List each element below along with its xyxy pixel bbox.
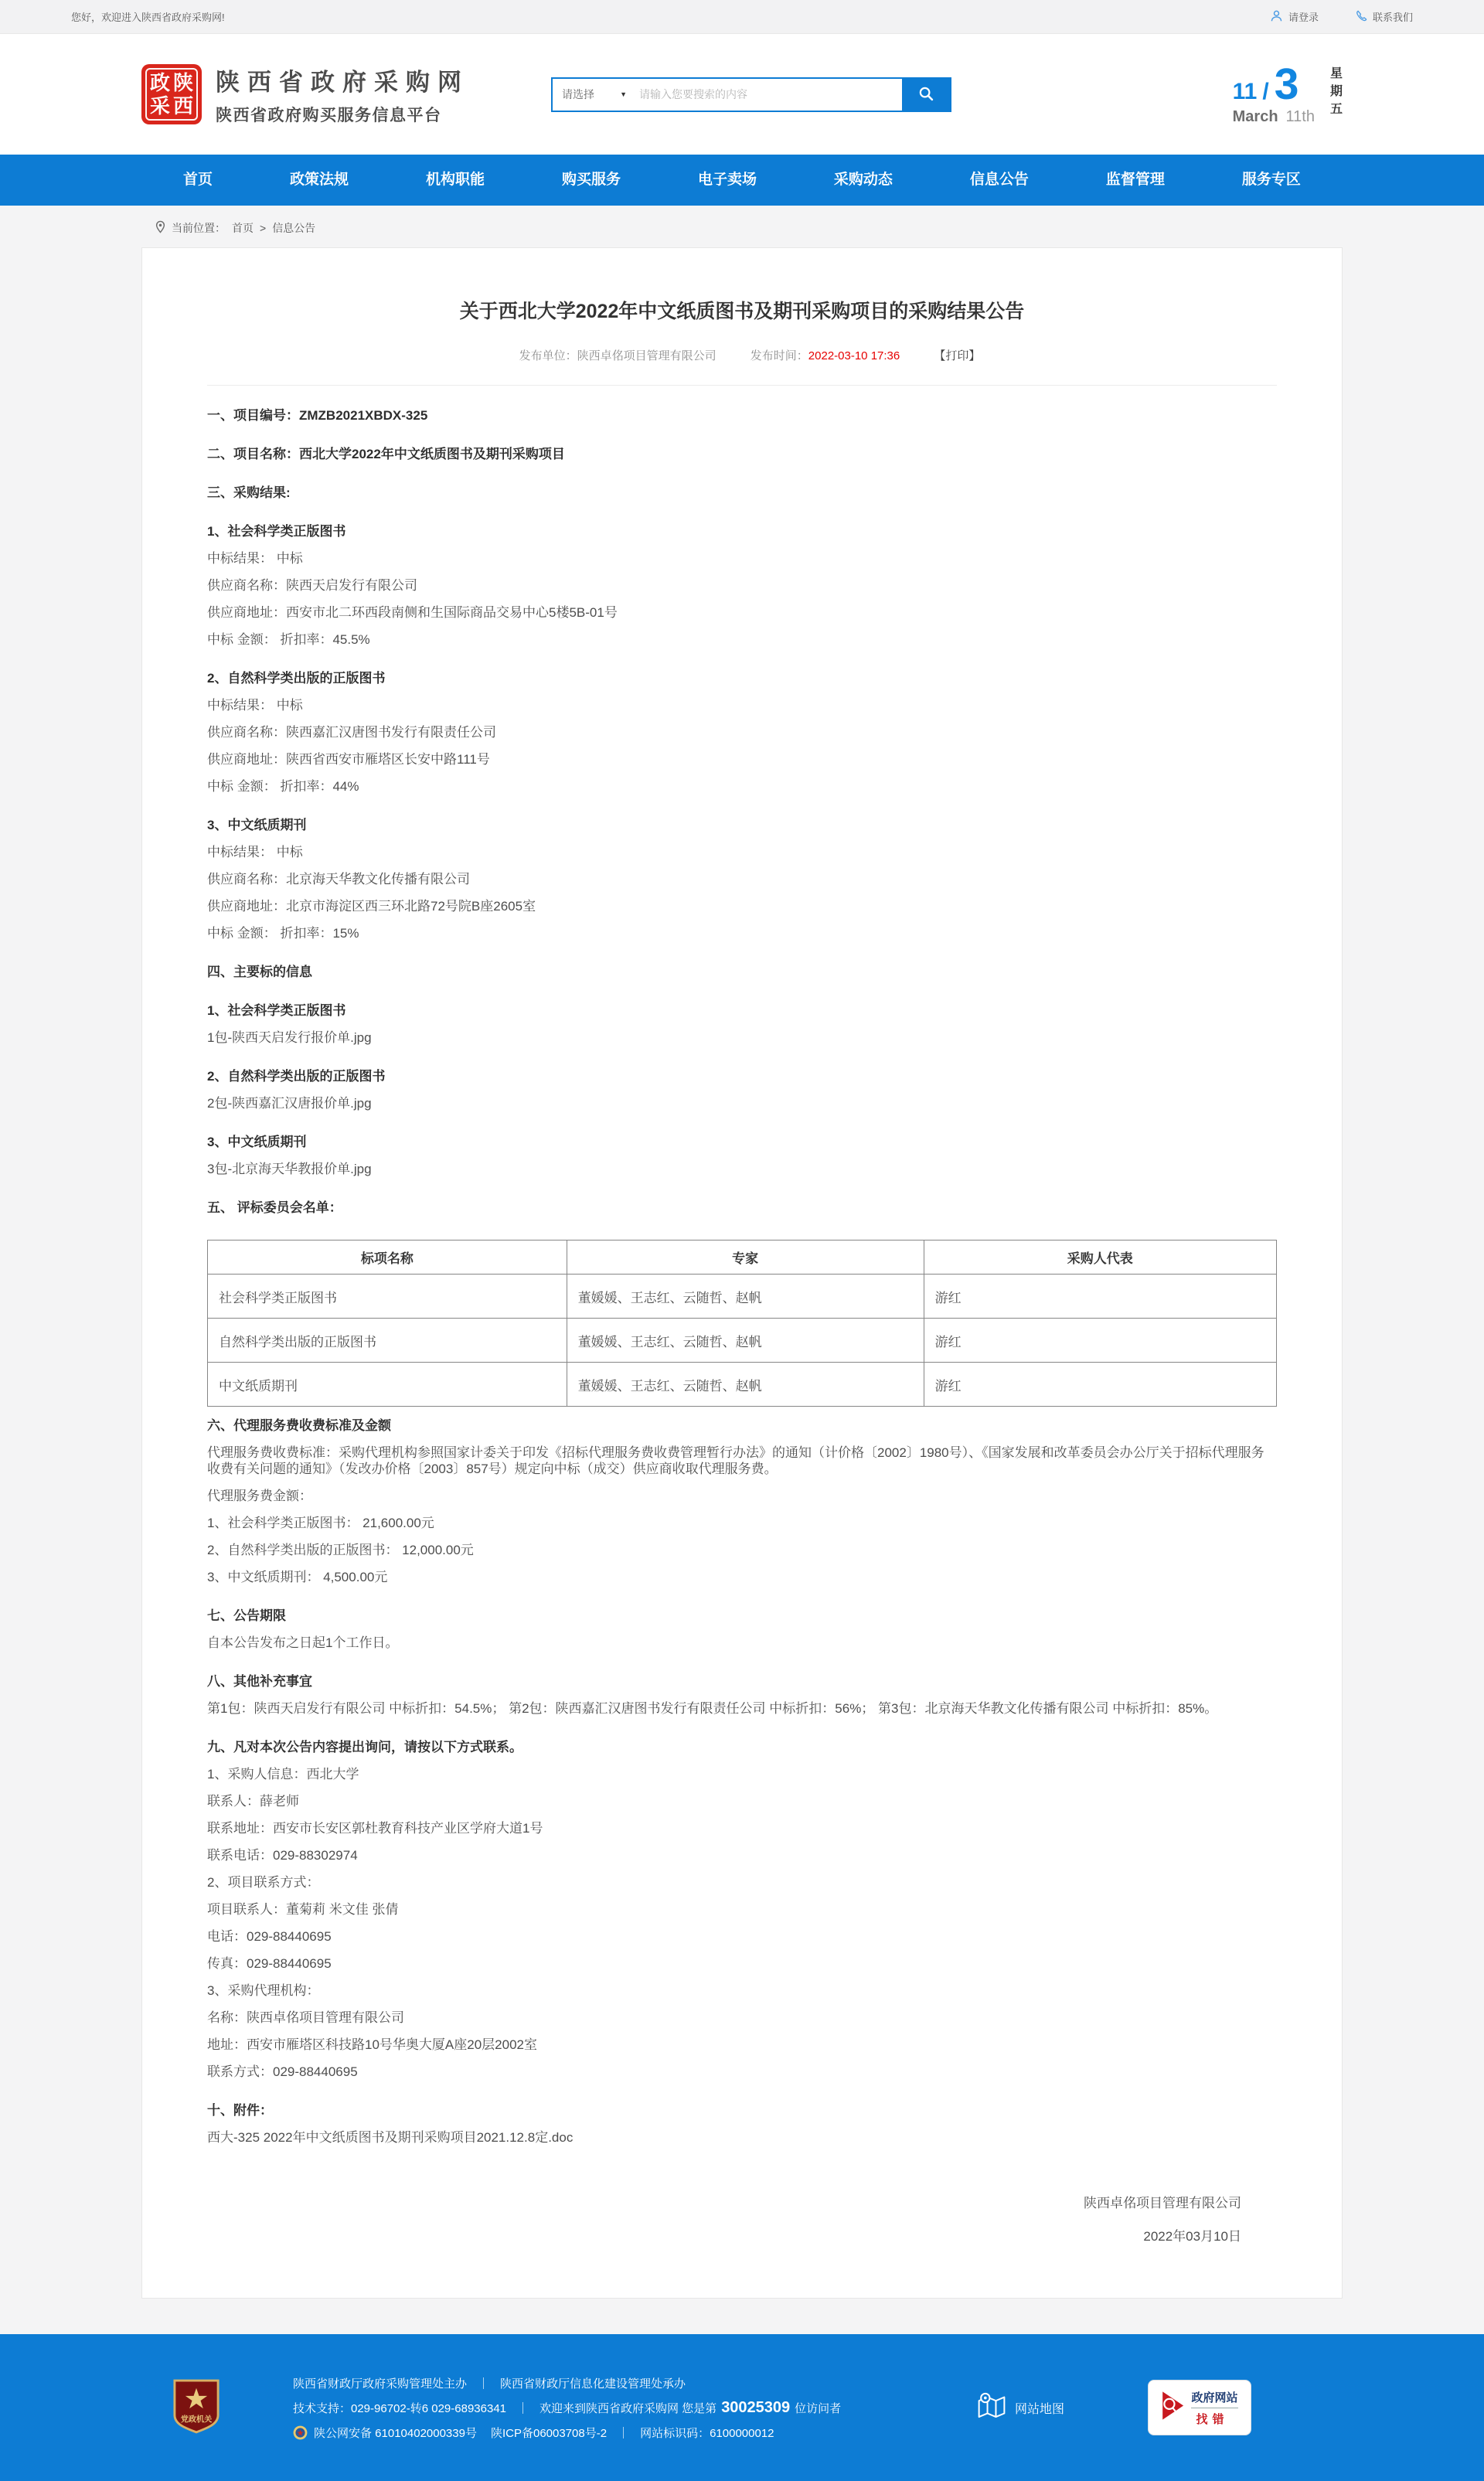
logo-seal-char: 西 bbox=[172, 94, 193, 117]
article-heading: 1、社会科学类正版图书 bbox=[207, 524, 346, 539]
logo-seal-char: 政 bbox=[149, 70, 170, 94]
article-paragraph: 供应商名称：北京海天华教文化传播有限公司 bbox=[207, 872, 470, 887]
article-paragraph: 代理服务费金额： bbox=[207, 1489, 312, 1503]
article-paragraph: 联系电话：029-88302974 bbox=[207, 1848, 358, 1863]
attachment-link[interactable]: 2包-陕西嘉汇汉唐报价单.jpg bbox=[207, 1096, 372, 1111]
article-paragraph: 1、社会科学类正版图书： 21,600.00元 bbox=[207, 1516, 434, 1530]
nav-item-4[interactable]: 购买服务 bbox=[561, 172, 621, 188]
article-heading: 四、主要标的信息 bbox=[207, 965, 312, 979]
site-logo[interactable] bbox=[141, 63, 469, 126]
article-paragraph: 自本公告发布之日起1个工作日。 bbox=[207, 1635, 399, 1650]
footer-line-2: 技术支持：029-96702-转6 029-68936341 ｜ 欢迎来到陕西省政府采购网 您是第 30025309 位访问者 bbox=[293, 2398, 842, 2416]
article-body-part1 bbox=[207, 400, 1277, 1221]
attachment-link[interactable]: 1包-陕西天启发行报价单.jpg bbox=[207, 1030, 372, 1045]
login-link[interactable] bbox=[1270, 9, 1319, 25]
date-words: March 11th bbox=[1232, 107, 1315, 125]
article-heading: 2、自然科学类出版的正版图书 bbox=[207, 671, 386, 686]
announcement-card bbox=[141, 247, 1343, 2299]
table-cell: 自然科学类出版的正版图书 bbox=[208, 1319, 567, 1363]
article-paragraph: 中标结果： 中标 bbox=[207, 698, 303, 713]
nav-item-8[interactable]: 监督管理 bbox=[1105, 172, 1165, 188]
article-paragraph: 1、采购人信息：西北大学 bbox=[207, 1767, 359, 1782]
article-paragraph: 项目联系人：董菊莉 米文佳 张倩 bbox=[207, 1902, 399, 1917]
divider bbox=[207, 385, 1277, 386]
user-icon bbox=[1270, 9, 1283, 25]
table-header-cell: 采购人代表 bbox=[924, 1240, 1276, 1275]
site-footer bbox=[0, 2334, 1484, 2481]
sitemap-map-icon bbox=[976, 2391, 1007, 2424]
table-header-row bbox=[208, 1240, 1277, 1275]
article-heading: 1、社会科学类正版图书 bbox=[207, 1003, 346, 1018]
article-paragraph: 2、自然科学类出版的正版图书： 12,000.00元 bbox=[207, 1543, 474, 1557]
article-paragraph: 联系地址：西安市长安区郭杜教育科技产业区学府大道1号 bbox=[207, 1821, 543, 1836]
breadcrumb-home[interactable]: 首页 bbox=[232, 222, 254, 234]
article-heading: 五、 评标委员会名单： bbox=[207, 1200, 342, 1215]
article-paragraph: 中标结果： 中标 bbox=[207, 551, 303, 566]
breadcrumb-current[interactable]: 信息公告 bbox=[272, 222, 316, 234]
article-paragraph: 地址：西安市雁塔区科技路10号华奥大厦A座20层2002室 bbox=[207, 2037, 537, 2052]
table-cell: 董媛媛、王志红、云随哲、赵帆 bbox=[567, 1319, 924, 1363]
visitor-count: 30025309 bbox=[721, 2398, 791, 2416]
footer-line-3: 陕公网安备 61010402000339号 陕ICP备06003708号-2 ｜ 网站标识码：6100000012 bbox=[293, 2421, 841, 2445]
topbar bbox=[0, 0, 1484, 34]
article-paragraph: 2、项目联系方式： bbox=[207, 1875, 320, 1890]
chevron-down-icon: ▼ bbox=[620, 90, 627, 98]
logo-seal-icon bbox=[141, 64, 202, 124]
site-header bbox=[0, 34, 1484, 155]
article-paragraph: 联系人：薛老师 bbox=[207, 1794, 299, 1809]
article-paragraph: 代理服务费收费标准：采购代理机构参照国家计委关于印发《招标代理服务费收费管理暂行办法》的通知（计价格〔2002〕1980号）、《国家发展和改革委员会办公厅关于招标代理服务收费有关问题的通知》（发改办价格〔2003〕857号）规定向中标（成交）供应商收取代理服务费。 bbox=[207, 1445, 1264, 1476]
article-paragraph: 供应商地址：西安市北二环西段南侧和生国际商品交易中心5楼5B-01号 bbox=[207, 605, 618, 620]
article-paragraph: 供应商地址：陕西省西安市雁塔区长安中路111号 bbox=[207, 752, 490, 767]
article-paragraph: 供应商地址：北京市海淀区西三环北路72号院B座2605室 bbox=[207, 899, 536, 914]
article-paragraph: 供应商名称：陕西嘉汇汉唐图书发行有限责任公司 bbox=[207, 725, 496, 740]
publisher-label: 发布单位： bbox=[519, 349, 577, 362]
footer-line-1: 陕西省财政厅政府采购管理处主办 ｜ 陕西省财政厅信息化建设管理处承办 bbox=[293, 2377, 686, 2391]
signature-block bbox=[207, 2185, 1277, 2251]
welcome-text: 您好，欢迎进入陕西省政府采购网! bbox=[71, 12, 225, 23]
signature-date: 2022年03月10日 bbox=[1143, 2229, 1241, 2244]
table-cell: 董媛媛、王志红、云随哲、赵帆 bbox=[567, 1275, 924, 1319]
contact-link[interactable] bbox=[1354, 9, 1413, 25]
article-paragraph: 中标 金额： 折扣率：44% bbox=[207, 779, 359, 794]
nav-item-3[interactable]: 机构职能 bbox=[425, 172, 485, 188]
site-title: 陕西省政府采购网 bbox=[216, 69, 469, 96]
article-heading: 3、中文纸质期刊 bbox=[207, 818, 307, 832]
beian-link[interactable]: 陕公网安备 61010402000339号 bbox=[314, 2426, 477, 2440]
article-body-part2 bbox=[207, 1410, 1277, 2151]
article-heading: 一、项目编号：ZMZB2021XBDX-325 bbox=[207, 408, 428, 423]
publish-time-label: 发布时间： bbox=[750, 349, 808, 362]
article-paragraph: 中标结果： 中标 bbox=[207, 845, 303, 859]
attachment-link[interactable]: 西大-325 2022年中文纸质图书及期刊采购项目2021.12.8定.doc bbox=[207, 2130, 574, 2145]
article-heading: 三、采购结果: bbox=[207, 485, 291, 500]
table-row bbox=[208, 1363, 1277, 1407]
date-month: 3 bbox=[1274, 59, 1299, 109]
nav-item-5[interactable]: 电子卖场 bbox=[697, 172, 757, 188]
article-paragraph: 3、采购代理机构： bbox=[207, 1983, 320, 1998]
search-category-select[interactable] bbox=[553, 87, 635, 102]
site-code: 网站标识码：6100000012 bbox=[640, 2426, 774, 2440]
logo-seal-char: 采 bbox=[149, 94, 170, 117]
date-widget: 11 / 3 March 11th 星 期 五 bbox=[1232, 59, 1343, 125]
publisher-value: 陕西卓佲项目管理有限公司 bbox=[577, 349, 716, 362]
table-cell: 中文纸质期刊 bbox=[208, 1363, 567, 1407]
attachment-link[interactable]: 3包-北京海天华教报价单.jpg bbox=[207, 1162, 372, 1176]
article-heading: 3、中文纸质期刊 bbox=[207, 1135, 307, 1149]
article-paragraph: 传真：029-88440695 bbox=[207, 1956, 332, 1971]
table-cell: 董媛媛、王志红、云随哲、赵帆 bbox=[567, 1363, 924, 1407]
table-row bbox=[208, 1275, 1277, 1319]
article-paragraph: 联系方式：029-88440695 bbox=[207, 2064, 358, 2079]
party-government-shield-icon bbox=[172, 2378, 220, 2438]
logo-seal-char: 陕 bbox=[172, 70, 193, 94]
svg-text:党政机关: 党政机关 bbox=[180, 2415, 213, 2424]
weekday-label: 星 期 五 bbox=[1329, 66, 1343, 116]
breadcrumb bbox=[141, 206, 1343, 247]
article-heading: 八、其他补充事宜 bbox=[207, 1674, 312, 1689]
article-heading: 二、项目名称：西北大学2022年中文纸质图书及期刊采购项目 bbox=[207, 447, 565, 461]
search-input[interactable] bbox=[635, 79, 902, 111]
nav-item-6[interactable]: 采购动态 bbox=[833, 172, 893, 188]
phone-icon bbox=[1354, 9, 1367, 25]
search-bar bbox=[551, 77, 951, 112]
error-report-magnifier-icon bbox=[1161, 2387, 1186, 2428]
article-paragraph: 名称：陕西卓佲项目管理有限公司 bbox=[207, 2010, 404, 2025]
date-day: 11 bbox=[1232, 78, 1258, 104]
signature-company: 陕西卓佲项目管理有限公司 bbox=[1084, 2196, 1241, 2210]
article-paragraph: 中标 金额： 折扣率：15% bbox=[207, 926, 359, 941]
page-title: 关于西北大学2022年中文纸质图书及期刊采购项目的采购结果公告 bbox=[459, 301, 1025, 322]
nav-item-2[interactable]: 政策法规 bbox=[289, 172, 349, 188]
article-heading: 九、凡对本次公告内容提出询问，请按以下方式联系。 bbox=[207, 1740, 522, 1754]
police-badge-icon bbox=[293, 2425, 308, 2440]
table-cell: 游红 bbox=[924, 1275, 1276, 1319]
search-category-value: 请选择 bbox=[562, 88, 594, 100]
search-button[interactable] bbox=[902, 79, 950, 111]
publish-time-value: 2022-03-10 17:36 bbox=[808, 349, 900, 362]
article-heading: 六、代理服务费收费标准及金额 bbox=[207, 1418, 391, 1433]
table-cell: 社会科学类正版图书 bbox=[208, 1275, 567, 1319]
article-paragraph: 3、中文纸质期刊： 4,500.00元 bbox=[207, 1570, 388, 1584]
sitemap-link[interactable] bbox=[976, 2391, 1064, 2424]
icp-link[interactable]: 陕ICP备06003708号-2 bbox=[490, 2426, 608, 2440]
article-paragraph: 中标 金额： 折扣率：45.5% bbox=[207, 632, 370, 647]
gov-website-error-report-badge[interactable]: 政府网站 找错 bbox=[1148, 2380, 1251, 2435]
table-row bbox=[208, 1319, 1277, 1363]
breadcrumb-separator: > bbox=[260, 222, 267, 234]
evaluation-committee-table bbox=[207, 1240, 1277, 1407]
article-paragraph: 供应商名称：陕西天启发行有限公司 bbox=[207, 578, 417, 593]
table-header-cell: 专家 bbox=[567, 1240, 924, 1275]
print-button[interactable]: 【打印】 bbox=[934, 349, 981, 362]
breadcrumb-label: 当前位置： bbox=[172, 222, 226, 234]
article-heading: 十、附件： bbox=[207, 2103, 273, 2118]
article-paragraph: 第1包：陕西天启发行有限公司 中标折扣：54.5%； 第2包：陕西嘉汇汉唐图书发行有限责任公司 中标折扣：56%； 第3包：北京海天华教文化传播有限公司 中标折扣：85%。 bbox=[207, 1701, 1218, 1716]
nav-item-9[interactable]: 服务专区 bbox=[1241, 172, 1301, 188]
login-label: 请登录 bbox=[1288, 12, 1319, 23]
article-meta bbox=[207, 347, 1277, 363]
table-header-cell: 标项名称 bbox=[208, 1240, 567, 1275]
article-heading: 七、公告期限 bbox=[207, 1608, 286, 1623]
table-cell: 游红 bbox=[924, 1319, 1276, 1363]
article-heading: 2、自然科学类出版的正版图书 bbox=[207, 1069, 386, 1084]
site-subtitle: 陕西省政府购买服务信息平台 bbox=[216, 107, 442, 124]
nav-item-7[interactable]: 信息公告 bbox=[969, 172, 1029, 188]
table-cell: 游红 bbox=[924, 1363, 1276, 1407]
main-nav bbox=[0, 155, 1484, 206]
article-paragraph: 电话：029-88440695 bbox=[207, 1929, 332, 1944]
contact-label: 联系我们 bbox=[1372, 12, 1413, 23]
location-pin-icon bbox=[155, 220, 165, 236]
nav-item-1[interactable]: 首页 bbox=[183, 172, 213, 188]
search-icon bbox=[917, 85, 934, 104]
sitemap-label: 网站地图 bbox=[1014, 2402, 1064, 2416]
